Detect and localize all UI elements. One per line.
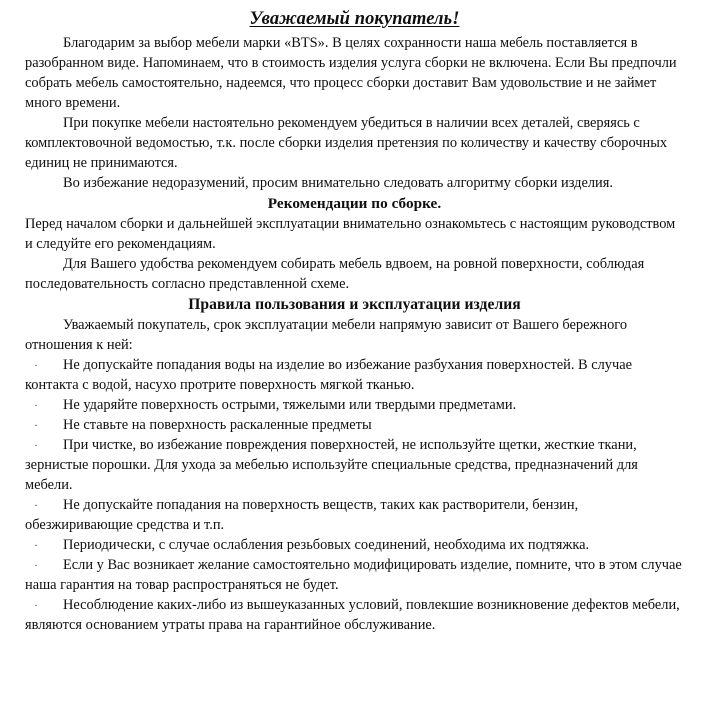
bullet-marker-icon: · [34,418,38,432]
paragraph-assembly-1: Перед началом сборки и дальнейшей эксплуатации внимательно ознакомьтесь с настоящим руководством и следуйте его рекомендациям. [25,216,676,252]
bullet-marker-icon: · [34,598,38,612]
document-title [25,8,684,30]
heading-assembly-recommendations: Рекомендации по сборке. [267,195,442,212]
paragraph-intro-2: При покупке мебели настоятельно рекомендуем убедиться в наличии всех деталей, сверяясь с комплектовочной ведомостью, т.к. после сборки изделия претензия по количеству и качеству сборочных единиц не принимаются. [25,115,668,171]
document-page [0,8,709,708]
paragraph-intro-3: Во избежание недоразумений, просим внимательно следовать алгоритму сборки изделия. [63,175,613,191]
paragraph-usage-intro: Уважаемый покупатель, срок эксплуатации мебели напрямую зависит от Вашего бережного отношения к ней: [25,317,628,353]
list-item-label: Несоблюдение каких-либо из вышеуказанных условий, повлекшие возникновение дефектов мебели, являются основанием утраты права на гарантийное обслуживание. [25,597,680,633]
list-item-label: Не допускайте попадания на поверхность веществ, таких как растворители, бензин, обезжиривающие средства и т.п. [25,497,579,533]
list-item [25,355,684,395]
bullet-marker-icon: · [34,398,38,412]
list-item-label: Не ударяйте поверхность острыми, тяжелыми или твердыми предметами. [63,397,517,413]
heading-usage-rules: Правила пользования и эксплуатации изделия [188,296,521,313]
list-item [25,435,684,495]
list-item-label: Периодически, с случае ослабления резьбовых соединений, необходима их подтяжка. [63,537,590,553]
bullet-marker-icon: · [34,358,38,372]
list-item [25,495,684,535]
list-item-label: При чистке, во избежание повреждения поверхностей, не используйте щетки, жесткие ткани, зернистые порошки. Для ухода за мебелью используйте специальные средства, предназначений для мебели. [25,437,638,493]
list-item [25,535,684,555]
paragraph-assembly-2: Для Вашего удобства рекомендуем собирать мебель вдвоем, на ровной поверхности, соблюдая последовательность согласно представленной схеме. [25,256,645,292]
list-item [25,395,684,415]
document-title-text: Уважаемый покупатель! [249,9,460,29]
bullet-marker-icon: · [34,558,38,572]
paragraph-intro-1: Благодарим за выбор мебели марки «BTS». В целях сохранности наша мебель поставляется в разобранном виде. Напоминаем, что в стоимость изделия услуга сборки не включена. Если Вы предпочли собрать мебель самостоятельно, надеемся, что процесс сборки доставит Вам удовольствие и не займет много времени. [25,35,677,111]
bullet-marker-icon: · [34,498,38,512]
list-item [25,415,684,435]
list-item-label: Не допускайте попадания воды на изделие во избежание разбухания поверхностей. В случае контакта с водой, насухо протрите поверхность мягкой тканью. [25,357,633,393]
list-item-label: Если у Вас возникает желание самостоятельно модифицировать изделие, помните, что в этом случае наша гарантия на товар распространяться не будет. [25,557,682,593]
bullet-marker-icon: · [34,438,38,452]
list-item [25,555,684,595]
list-item-label: Не ставьте на поверхность раскаленные предметы [63,417,372,433]
list-item [25,595,684,635]
bullet-marker-icon: · [34,538,38,552]
